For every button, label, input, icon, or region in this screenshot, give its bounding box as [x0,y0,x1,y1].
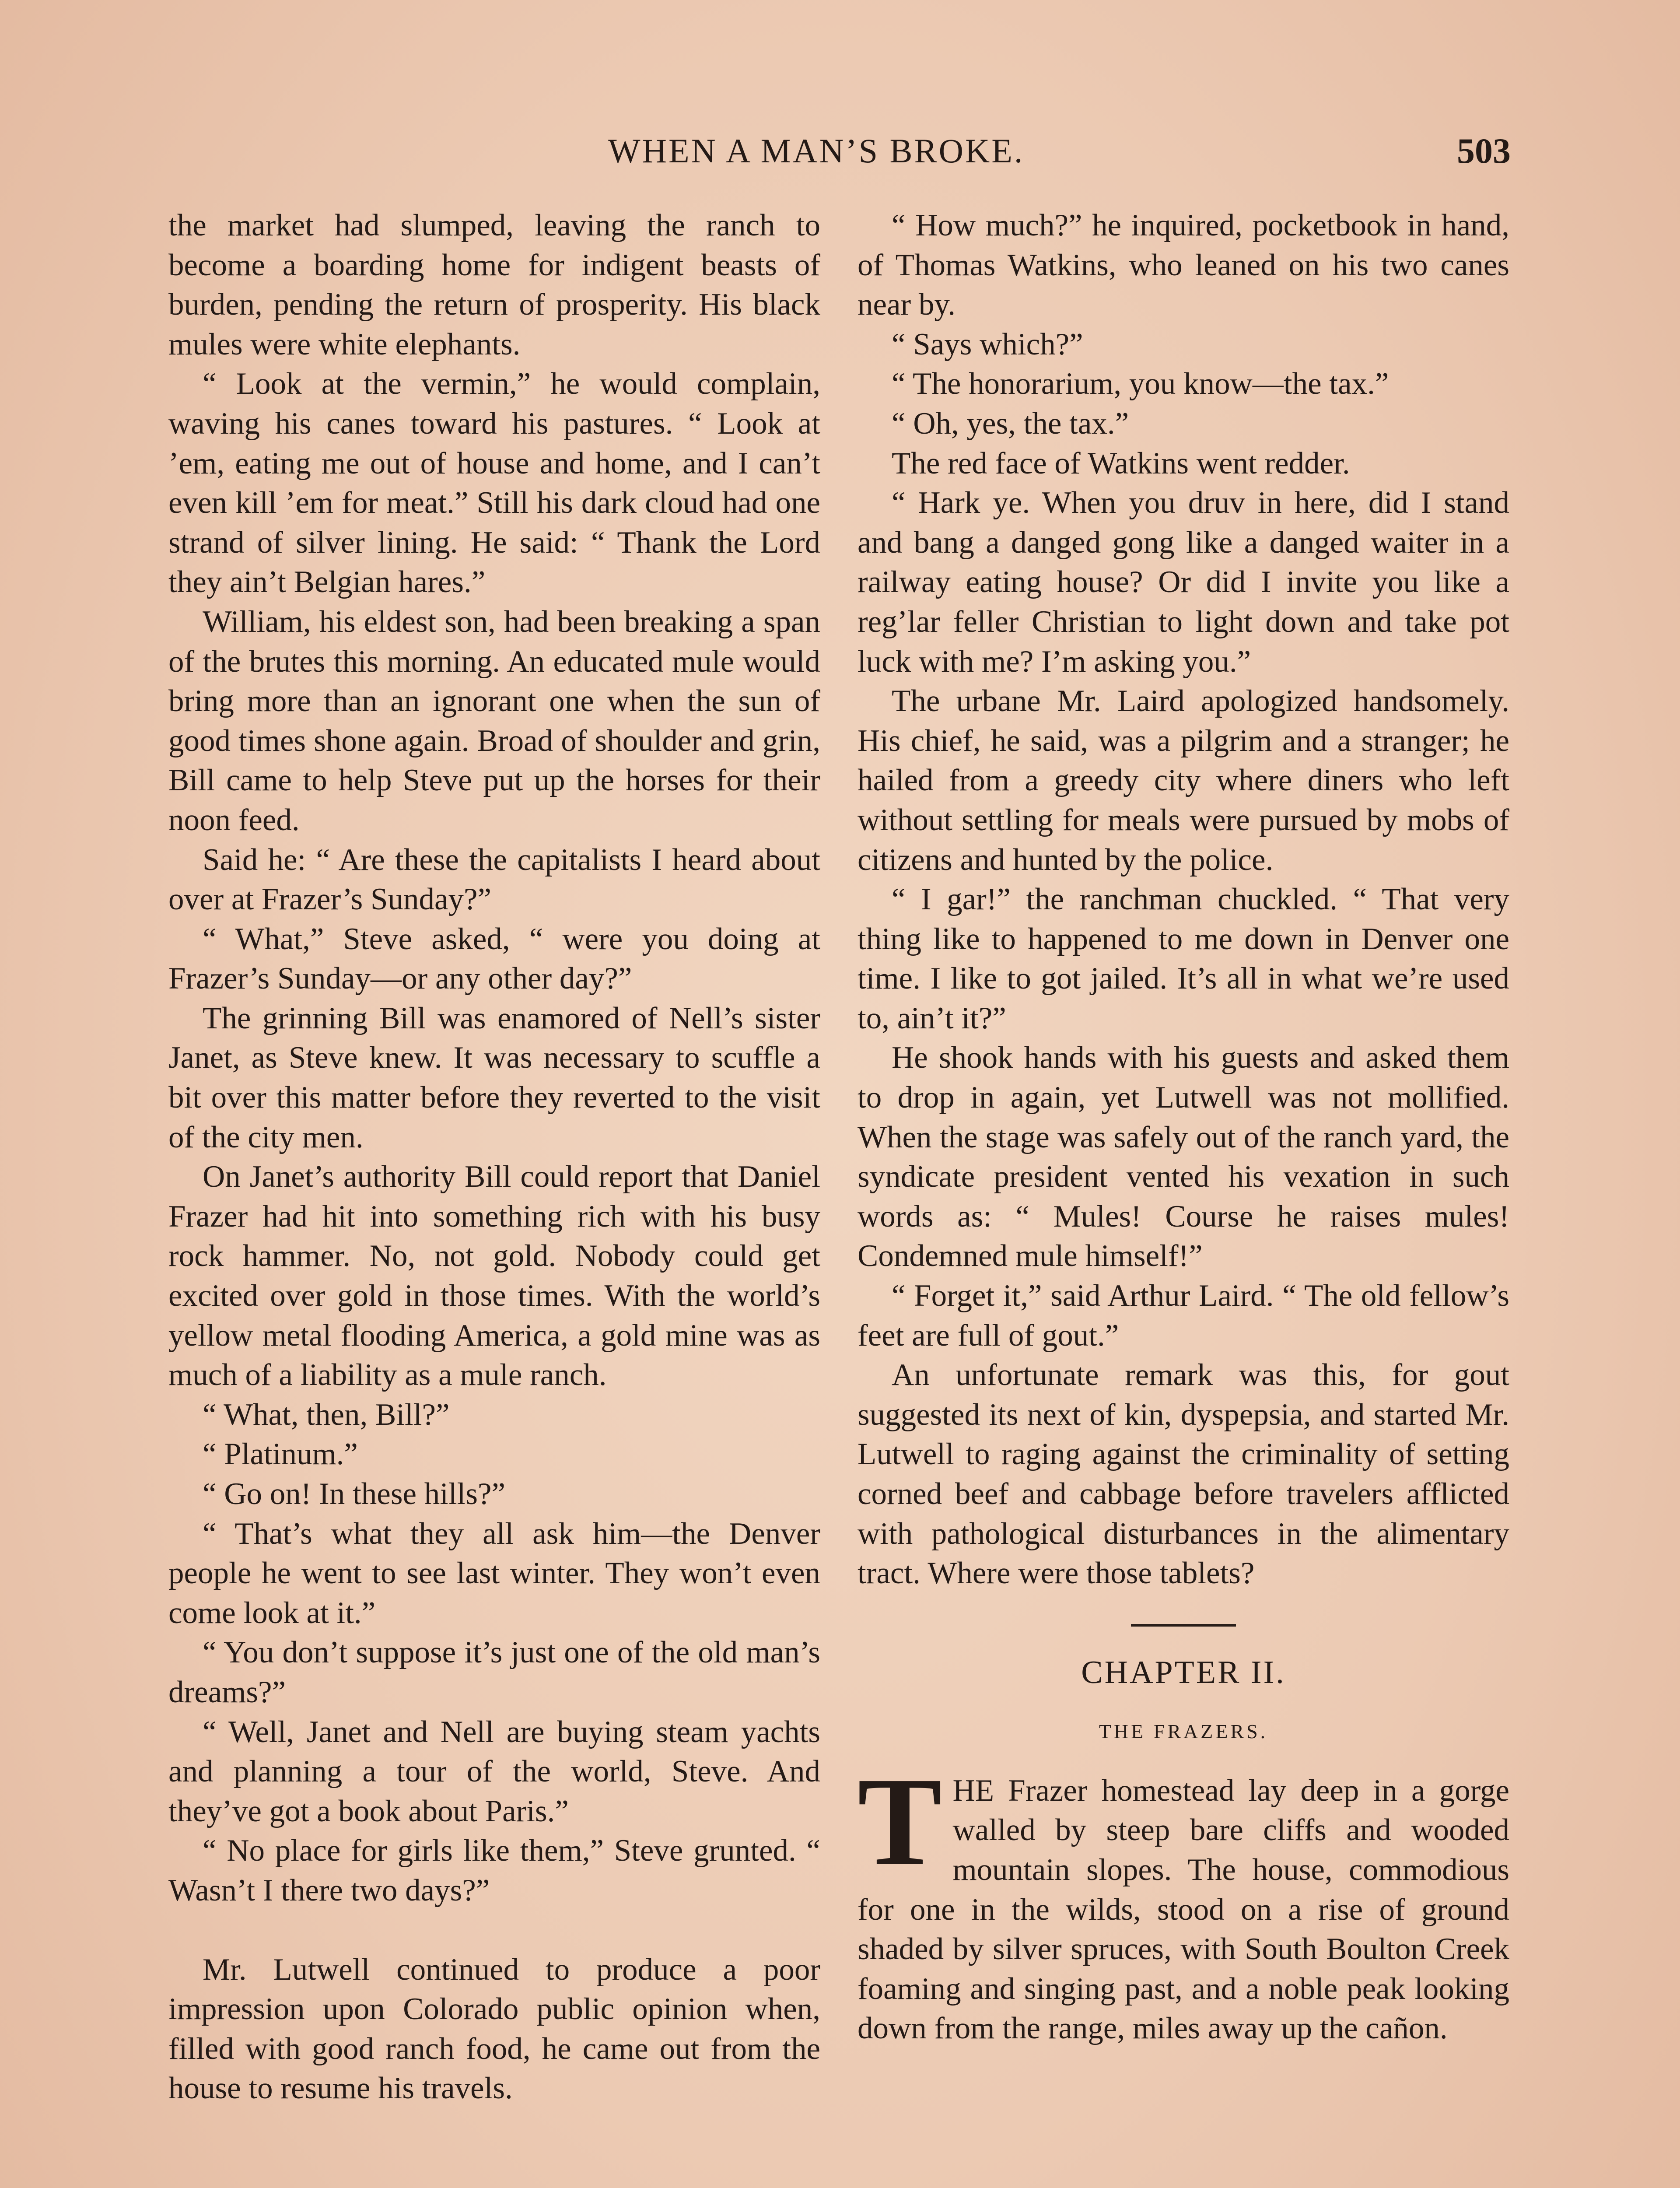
paragraph: “ Oh, yes, the tax.” [892,406,1129,441]
paragraph: “ Look at the vermin,” he would complain, waving his canes toward his pastures. “ Look at ’em, eating me out of house and home, and I can’t even kill ’em for meat.” Still his dark cloud had one strand of silver lining. He said: “ Thank the Lord they ain’t Belgian hares.” [168,367,820,600]
paragraph: He shook hands with his guests and asked them to drop in again, yet Lutwell was not mollified. When the stage was safely out of the ranch yard, the syndicate president vented his vexation in such words as: “ Mules! Course he raises mules! Condemned mule himself!” [858,1041,1509,1273]
paragraph: “ Go on! In these hills?” [203,1477,506,1511]
paragraph: “ Forget it,” said Arthur Laird. “ The old fellow’s feet are full of gout.” [858,1279,1509,1353]
paragraph: Mr. Lutwell continued to produce a poor impression upon Colorado public opinion when, filled with good ranch food, he came out from the house to resume his travels. [168,1952,820,2106]
chapter-opening-paragraph [858,1751,1509,2048]
running-title: WHEN A MAN’S BROKE. [608,132,1025,170]
paragraph: “ What,” Steve asked, “ were you doing at Frazer’s Sunday—or any other day?” [168,922,820,996]
paragraph: On Janet’s authority Bill could report that Daniel Frazer had hit into something rich with his busy rock hammer. No, not gold. Nobody could get excited over gold in those times. With the world’s yellow metal flooding America, a gold mine was as much of a liability as a mule ranch. [168,1160,820,1392]
chapter-subtitle: THE FRAZERS. [1099,1720,1268,1743]
paragraph: “ No place for girls like them,” Steve grunted. “ Wasn’t I there two days?” [168,1834,820,1907]
paragraph: The red face of Watkins went redder. [892,446,1350,480]
section-break [168,1911,820,1950]
paragraph: The grinning Bill was enamored of Nell’s sister Janet, as Steve knew. It was necessary to scuffle a bit over this matter before they reverted to the visit of the city men. [168,1001,820,1154]
running-head [0,127,1680,175]
paragraph: The urbane Mr. Laird apologized handsomely. His chief, he said, was a pilgrim and a stranger; he hailed from a greedy city where diners who left without settling for meals were pursued by mobs of citizens and hunted by the police. [858,684,1509,877]
chapter-divider-rule [1131,1624,1236,1627]
right-column [858,206,1509,2048]
left-column [168,206,820,2108]
page-number: 503 [1457,131,1511,171]
paragraph: “ Platinum.” [203,1437,358,1472]
paragraph: “ I gar!” the ranchman chuckled. “ That very thing like to happened to me down in Denver one time. I like to got jailed. It’s all in what we’re used to, ain’t it?” [858,882,1509,1035]
paragraph: An unfortunate remark was this, for gout suggested its next of kin, dyspepsia, and started Mr. Lutwell to raging against the criminality of setting corned beef and cabbage before travelers afflicted with pathological disturbances in the alimentary tract. Where were those tablets? [858,1358,1509,1591]
paragraph: “ What, then, Bill?” [203,1397,450,1432]
paragraph: Said he: “ Are these the capitalists I heard about over at Frazer’s Sunday?” [168,842,820,917]
right-column-paragraphs [858,206,1509,1593]
paragraph: “ Says which?” [892,327,1083,361]
drop-cap: T [858,1751,942,1892]
paragraph: “ That’s what they all ask him—the Denver people he went to see last winter. They won’t even come look at it.” [168,1516,820,1630]
chapter-opening-text: HE Frazer homestead lay deep in a gorge walled by steep bare cliffs and wooded mountain slopes. The house, commodious for one in the wilds, stood on a rise of ground shaded by silver spruces, with South Boulton Creek foaming and singing past, and a noble peak looking down from the range, miles away up the cañon. [858,1773,1509,2046]
paragraph: “ How much?” he inquired, pocketbook in hand, of Thomas Watkins, who leaned on his two canes near by. [858,208,1509,322]
paragraph: William, his eldest son, had been breaking a span of the brutes this morning. An educated mule would bring more than an ignorant one when the sun of good times shone again. Broad of shoulder and grin, Bill came to help Steve put up the horses for their noon feed. [168,604,820,837]
paragraph: “ Well, Janet and Nell are buying steam yachts and planning a tour of the world, Steve. And they’ve got a book about Paris.” [168,1715,820,1828]
paragraph: the market had slumped, leaving the ranch to become a boarding home for indigent beasts of burden, pending the return of prosperity. His black mules were white elephants. [168,208,820,361]
paragraph: “ The honorarium, you know—the tax.” [892,367,1389,401]
paragraph: “ You don’t suppose it’s just one of the old man’s dreams?” [168,1635,820,1709]
chapter-title: CHAPTER II. [1081,1654,1286,1690]
paragraph: “ Hark ye. When you druv in here, did I stand and bang a danged gong like a danged waiter in a railway eating house? Or did I invite you like a reg’lar feller Christian to light down and take pot luck with me? I’m asking you.” [858,486,1509,679]
